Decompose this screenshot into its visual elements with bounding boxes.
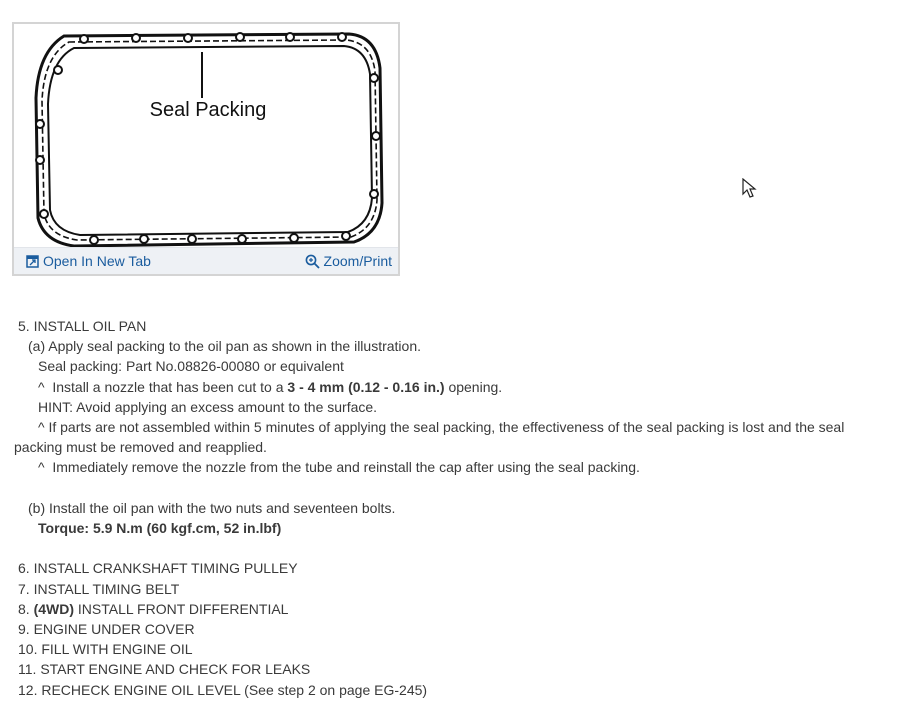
nozzle-note xyxy=(14,377,884,397)
torque-spec: Torque: 5.9 N.m (60 kgf.cm, 52 in.lbf) xyxy=(38,520,282,537)
step-8-number: 8. xyxy=(18,600,34,617)
instructions xyxy=(14,316,884,700)
part-number: Seal packing: Part No.08826-00080 or equivalent xyxy=(38,358,344,375)
nozzle-note-pre: ^ Install a nozzle that has been cut to a xyxy=(38,378,288,395)
step-5a: (a) Apply seal packing to the oil pan as shown in the illustration. xyxy=(28,338,422,355)
open-in-new-tab-label: Open In New Tab xyxy=(43,253,151,269)
illustration-figure xyxy=(12,22,400,276)
open-in-new-tab-link[interactable] xyxy=(26,253,151,269)
mouse-pointer-icon xyxy=(742,178,758,200)
step-8 xyxy=(14,599,884,619)
remove-nozzle-note: ^ Immediately remove the nozzle from the tube and reinstall the cap after using the seal packing. xyxy=(38,459,640,476)
step-5b: (b) Install the oil pan with the two nuts and seventeen bolts. xyxy=(28,499,396,516)
step-8-text: INSTALL FRONT DIFFERENTIAL xyxy=(74,600,289,617)
seal-packing-label: Seal Packing xyxy=(149,99,267,121)
step-5-title: 5. INSTALL OIL PAN xyxy=(18,318,147,334)
figure-toolbar xyxy=(14,247,398,274)
step-6: 6. INSTALL CRANKSHAFT TIMING PULLEY xyxy=(18,560,298,577)
oil-pan-seal-diagram xyxy=(24,28,390,250)
step-10: 10. FILL WITH ENGINE OIL xyxy=(18,641,193,658)
zoom-print-link[interactable] xyxy=(305,253,392,269)
hint: HINT: Avoid applying an excess amount to the surface. xyxy=(38,398,378,415)
timing-warning: ^ If parts are not assembled within 5 minutes of applying the seal packing, the effectiveness of the seal packing is lost and the seal packing must be removed and reapplied. xyxy=(14,419,845,456)
step-7: 7. INSTALL TIMING BELT xyxy=(18,580,180,597)
step-9: 9. ENGINE UNDER COVER xyxy=(18,621,195,638)
zoom-magnifier-icon xyxy=(305,254,320,269)
open-new-tab-icon xyxy=(26,255,39,268)
nozzle-note-post: opening. xyxy=(444,378,503,395)
nozzle-size: 3 - 4 mm (0.12 - 0.16 in.) xyxy=(287,378,445,395)
step-12: 12. RECHECK ENGINE OIL LEVEL (See step 2 on page EG-245) xyxy=(18,681,428,698)
step-8-4wd: (4WD) xyxy=(33,600,75,617)
zoom-print-label: Zoom/Print xyxy=(323,253,392,269)
step-11: 11. START ENGINE AND CHECK FOR LEAKS xyxy=(18,661,311,678)
